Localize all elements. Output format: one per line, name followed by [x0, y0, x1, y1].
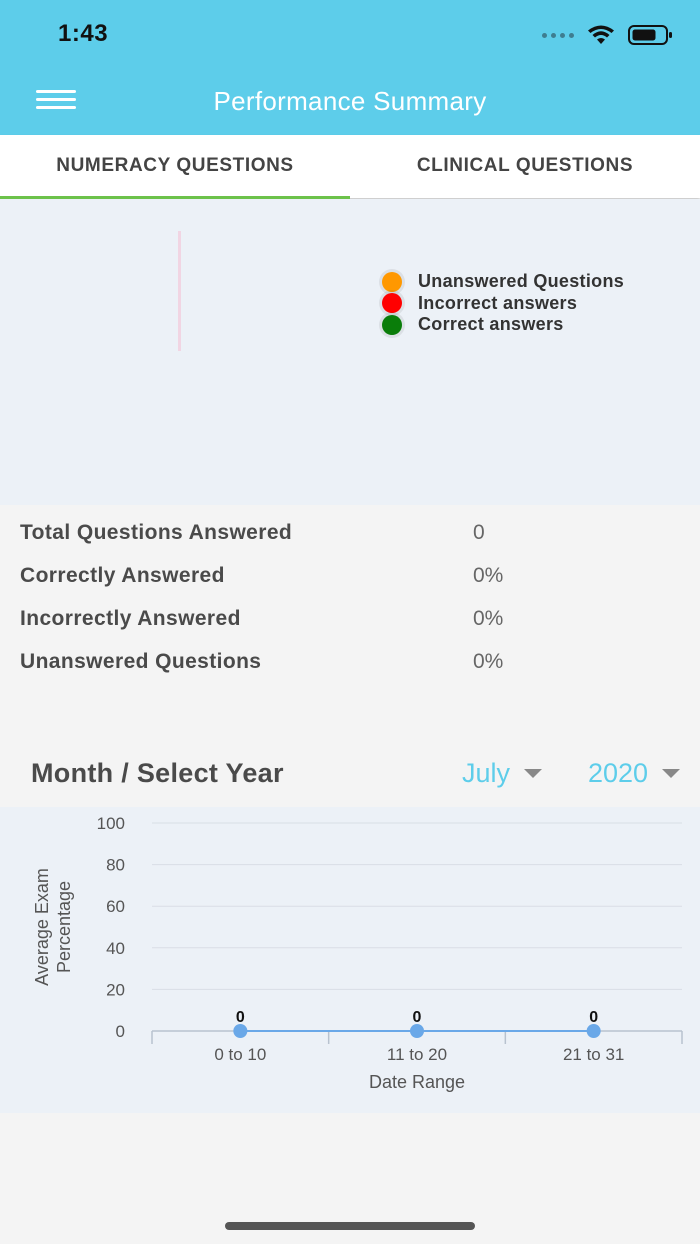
legend-label: Unanswered Questions	[418, 271, 625, 292]
tab-clinical-questions[interactable]: CLINICAL QUESTIONS	[416, 155, 634, 176]
status-time: 1:43	[58, 20, 109, 47]
y-tick-label: 80	[106, 855, 125, 875]
legend-dot-orange	[382, 272, 402, 292]
chart-legend	[382, 271, 624, 336]
x-tick-label: 21 to 31	[562, 1045, 625, 1064]
legend-label: Incorrect answers	[418, 292, 578, 313]
y-tick-label: 60	[106, 897, 125, 917]
legend-item-unanswered	[382, 271, 624, 293]
legend-dot-red	[382, 293, 402, 313]
stat-value: 0	[473, 521, 485, 544]
y-tick-label: 20	[106, 980, 125, 1000]
legend-label: Correct answers	[418, 314, 564, 335]
stat-value: 0%	[473, 650, 504, 673]
stat-label: Total Questions Answered	[20, 521, 293, 544]
stats-section	[0, 505, 700, 720]
signal-icon	[542, 33, 574, 38]
line-chart-svg	[0, 807, 700, 1113]
tab-bar	[0, 135, 700, 198]
data-label: 0	[412, 1009, 422, 1026]
month-year-selector	[0, 740, 700, 807]
month-select-title: Month / Select Year	[31, 758, 284, 788]
stat-row-incorrect	[20, 607, 700, 637]
legend-dot-green	[382, 315, 402, 335]
y-tick-label: 0	[115, 1022, 125, 1041]
x-tick-label: 11 to 20	[386, 1045, 448, 1064]
y-axis-label: Percentage	[54, 880, 74, 974]
chevron-down-icon	[524, 769, 542, 778]
month-dropdown[interactable]	[462, 758, 542, 789]
month-value: July	[462, 758, 511, 788]
year-value: 2020	[588, 758, 649, 788]
legend-item-incorrect	[382, 293, 624, 315]
exam-percentage-chart	[0, 807, 700, 1113]
tab-numeracy-questions[interactable]: NUMERACY QUESTIONS	[0, 135, 350, 198]
battery-icon	[628, 24, 674, 46]
year-dropdown[interactable]	[588, 758, 680, 789]
pie-chart-area	[0, 199, 700, 505]
x-axis-label: Date Range	[368, 1072, 466, 1092]
data-point	[233, 1024, 247, 1038]
data-point	[410, 1024, 424, 1038]
page-title: Performance Summary	[213, 86, 487, 116]
y-tick-label: 100	[96, 814, 125, 833]
stat-label: Correctly Answered	[20, 564, 225, 587]
y-tick-label: 40	[106, 938, 125, 958]
chevron-down-icon	[662, 769, 680, 778]
stat-label: Unanswered Questions	[20, 650, 262, 673]
empty-pie-chart	[178, 231, 181, 351]
data-point	[587, 1024, 601, 1038]
y-axis-label: Average Exam	[32, 868, 52, 986]
stat-label: Incorrectly Answered	[20, 607, 241, 630]
stat-row-total	[20, 521, 700, 551]
stat-row-unanswered	[20, 650, 700, 680]
stat-value: 0%	[473, 564, 504, 587]
x-tick-label: 0 to 10	[214, 1045, 267, 1064]
legend-item-correct	[382, 314, 624, 336]
status-icons	[542, 24, 674, 46]
stat-value: 0%	[473, 607, 504, 630]
wifi-icon	[586, 24, 616, 46]
stat-row-correct	[20, 564, 700, 594]
data-label: 0	[235, 1009, 245, 1026]
app-header	[0, 0, 700, 135]
home-indicator[interactable]	[225, 1222, 475, 1230]
data-label: 0	[589, 1009, 599, 1026]
